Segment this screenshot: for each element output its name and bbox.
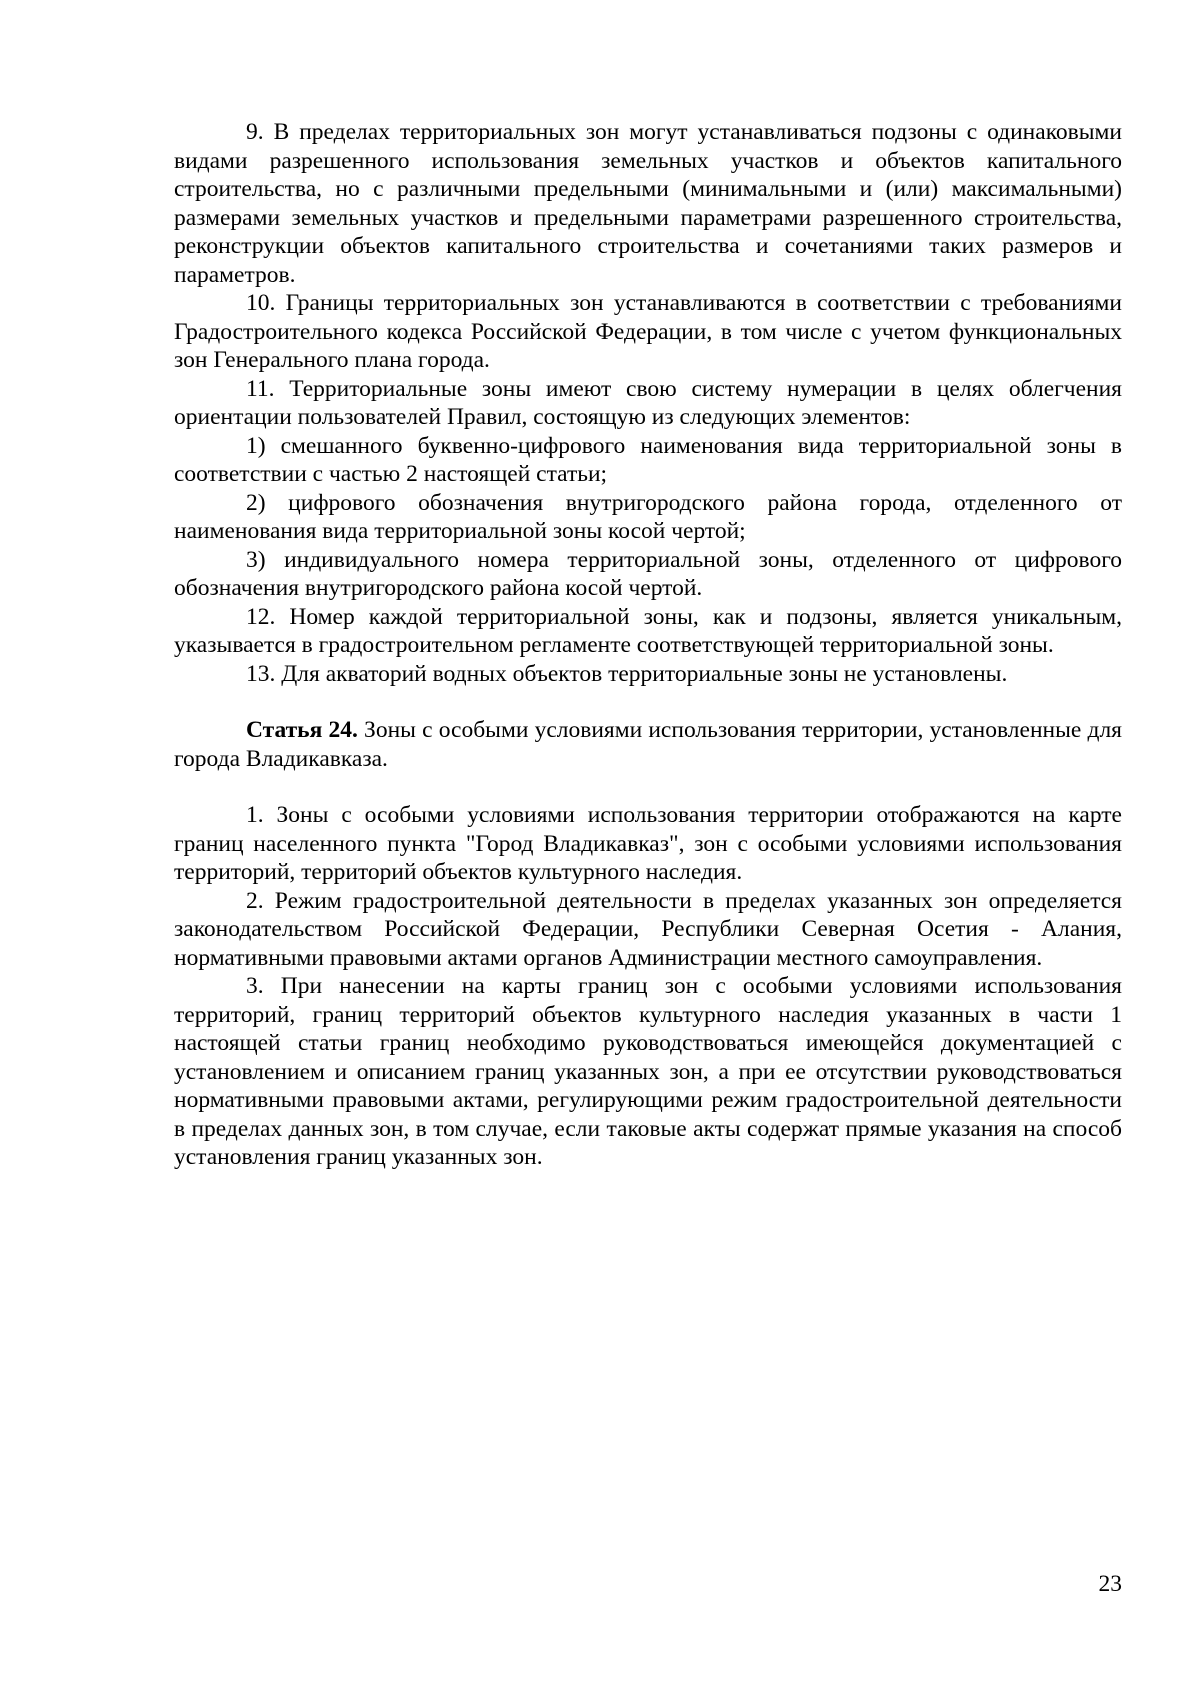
paragraph-9: 9. В пределах территориальных зон могут устанавливаться подзоны с одинаковыми видами разрешенного использования земельных участков и объектов капитального строительства, но с различными предельными (минимальными и (или) максимальными) размерами земельных участков и предельными параметрами разрешенного строительства, реконструкции объектов капитального строительства и сочетаниями таких размеров и параметров. [174, 119, 1122, 288]
article-paragraph-3: 3. При нанесении на карты границ зон с особыми условиями использования территорий, границ территорий объектов культурного наследия указанных в части 1 настоящей статьи границ необходимо руководствоваться имеющейся документацией с установлением и описанием границ указанных зон, а при ее отсутствии руководствоваться нормативными правовыми актами, регулирующими режим градостроительной деятельности в пределах данных зон, в том случае, если таковые акты содержат прямые указания на способ установления границ указанных зон. [174, 973, 1122, 1170]
article-label: Статья 24. [246, 717, 358, 743]
article-heading [174, 716, 1122, 773]
list-item-3: 3) индивидуального номера территориальной зоны, отделенного от цифрового обозначения внутригородского района косой чертой. [174, 546, 1122, 601]
article-paragraph-1: 1. Зоны с особыми условиями использования территории отображаются на карте границ населенного пункта "Город Владикавказ", зон с особыми условиями использования территорий, территорий объектов культурного наследия. [174, 802, 1122, 885]
list-item-1: 1) смешанного буквенно-цифрового наименования вида территориальной зоны в соответствии с частью 2 настоящей статьи; [174, 432, 1122, 487]
page-number: 23 [1098, 1571, 1122, 1597]
paragraph-11: 11. Территориальные зоны имеют свою систему нумерации в целях облегчения ориентации пользователей Правил, состоящую из следующих элементов: [174, 375, 1122, 430]
spacer [174, 773, 1122, 801]
paragraph-10: 10. Границы территориальных зон устанавливаются в соответствии с требованиями Градостроительного кодекса Российской Федерации, в том числе с учетом функциональных зон Генерального плана города. [174, 290, 1122, 373]
paragraph-12: 12. Номер каждой территориальной зоны, как и подзоны, является уникальным, указывается в градостроительном регламенте соответствующей территориальной зоны. [174, 603, 1122, 658]
spacer [174, 688, 1122, 716]
page-content [174, 118, 1122, 1172]
article-title: Зоны с особыми условиями использования территории, установленные для города Владикавказа. [174, 717, 1122, 772]
list-item-2: 2) цифрового обозначения внутригородского района города, отделенного от наименования вида территориальной зоны косой чертой; [174, 489, 1122, 544]
paragraph-13: 13. Для акваторий водных объектов территориальные зоны не установлены. [246, 660, 1008, 687]
article-paragraph-2: 2. Режим градостроительной деятельности в пределах указанных зон определяется законодательством Российской Федерации, Республики Северная Осетия - Алания, нормативными правовыми актами органов Администрации местного самоуправления. [174, 887, 1122, 971]
